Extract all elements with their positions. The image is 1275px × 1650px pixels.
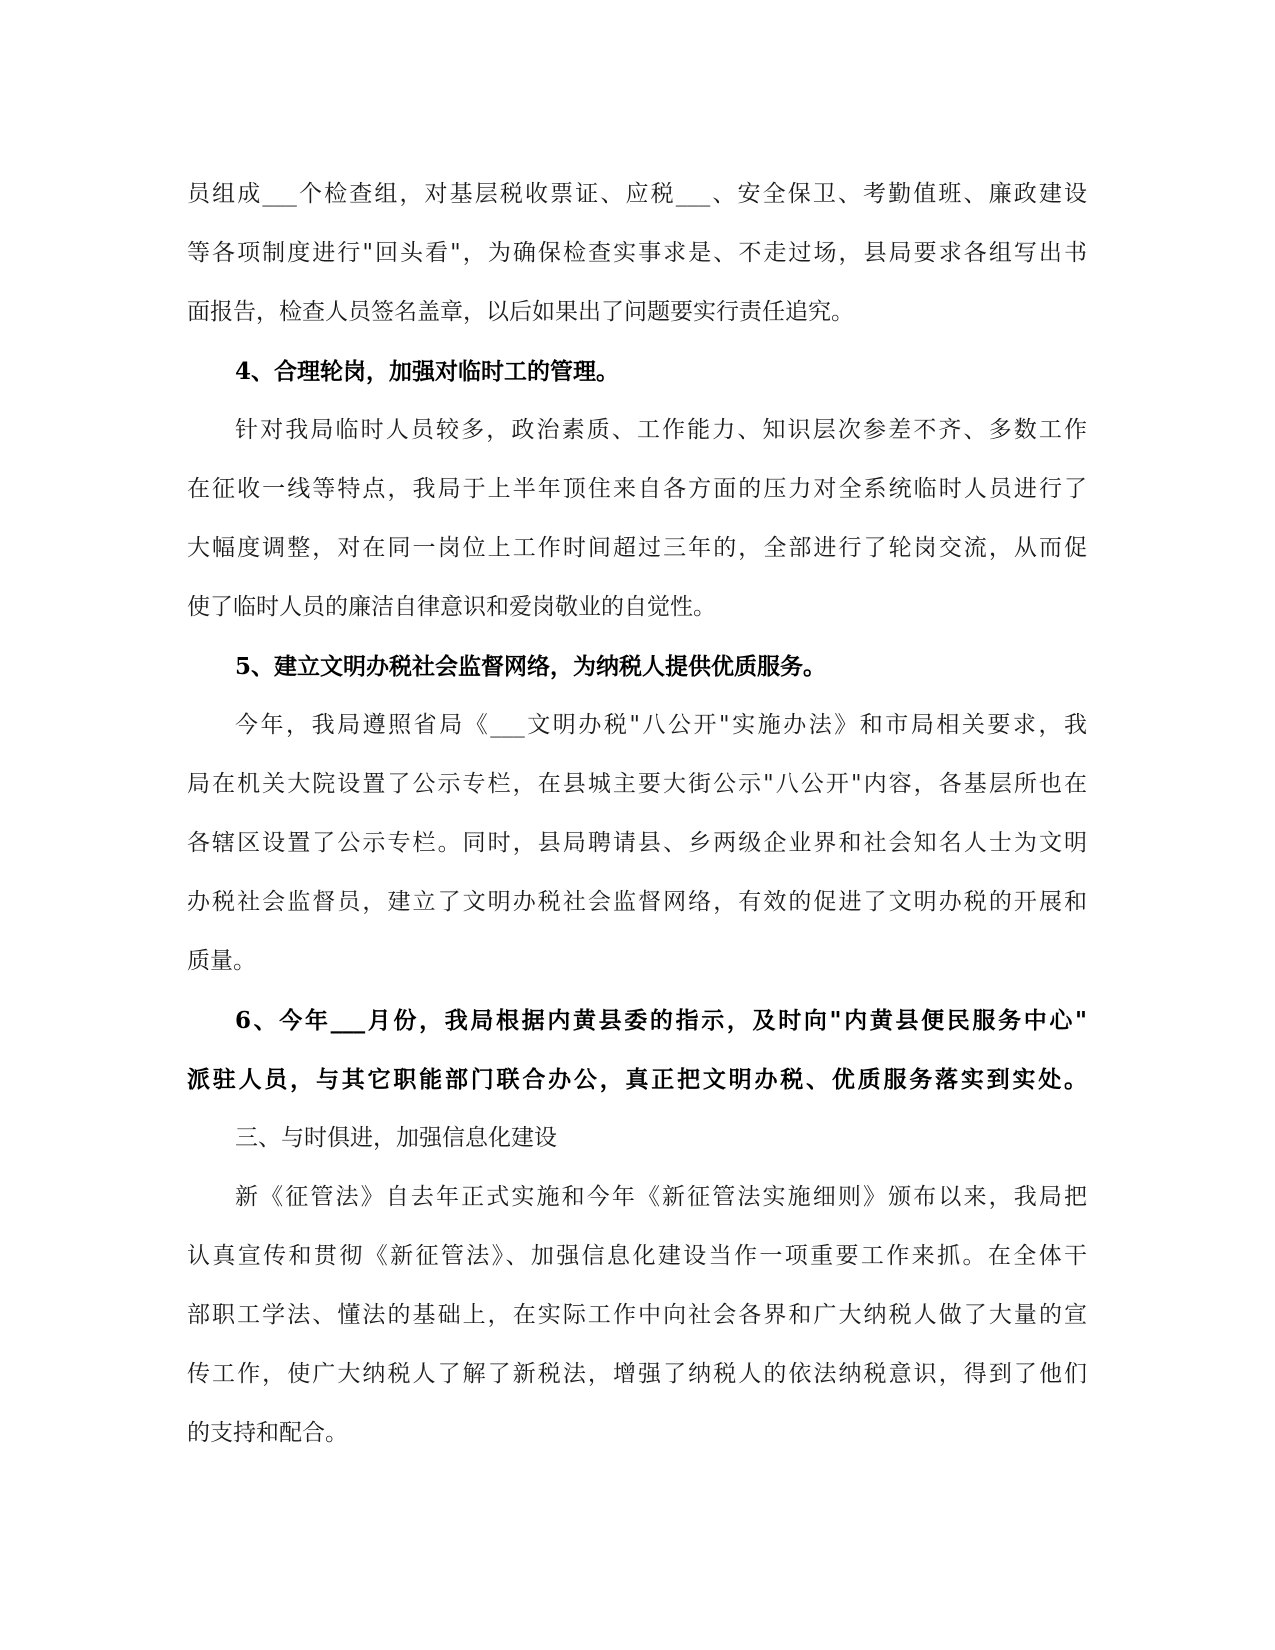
paragraph-line: 面报告，检查人员签名盖章，以后如果出了问题要实行责任追究。: [187, 299, 854, 325]
paragraph-line: 大幅度调整，对在同一岗位上工作时间超过三年的，全部进行了轮岗交流，从而促: [187, 535, 1087, 561]
paragraph-line: 等各项制度进行"回头看"，为确保检查实事求是、不走过场，县局要求各组写出书: [187, 240, 1087, 266]
section-heading-line: 4、合理轮岗，加强对临时工的管理。: [235, 358, 620, 385]
paragraph-line: 传工作，使广大纳税人了解了新税法，增强了纳税人的依法纳税意识，得到了他们: [187, 1361, 1087, 1387]
paragraph-line: 今年，我局遵照省局《___文明办税"八公开"实施办法》和市局相关要求，我: [235, 712, 1087, 738]
document-body: [187, 165, 1087, 1463]
paragraph-line: 针对我局临时人员较多，政治素质、工作能力、知识层次参差不齐、多数工作: [235, 417, 1087, 443]
paragraph-line: 使了临时人员的廉洁自律意识和爱岗敬业的自觉性。: [187, 594, 716, 620]
paragraph-line: 部职工学法、懂法的基础上，在实际工作中向社会各界和广大纳税人做了大量的宣: [187, 1302, 1087, 1328]
paragraph-line: 认真宣传和贯彻《新征管法》、加强信息化建设当作一项重要工作来抓。在全体干: [187, 1243, 1087, 1269]
paragraph-line: 质量。: [187, 948, 256, 974]
paragraph-line: 的支持和配合。: [187, 1420, 348, 1446]
paragraph-line: 三、与时俱进，加强信息化建设: [235, 1125, 557, 1151]
paragraph-line: 员组成___个检查组，对基层税收票证、应税___、安全保卫、考勤值班、廉政建设: [187, 181, 1087, 207]
section-heading-line: 6、今年___月份，我局根据内黄县委的指示，及时向"内黄县便民服务中心": [235, 1007, 1087, 1034]
paragraph-line: 在征收一线等特点，我局于上半年顶住来自各方面的压力对全系统临时人员进行了: [187, 476, 1087, 502]
section-heading-line: 派驻人员，与其它职能部门联合办公，真正把文明办税、优质服务落实到实处。: [187, 1066, 1087, 1093]
paragraph-line: 各辖区设置了公示专栏。同时，县局聘请县、乡两级企业界和社会知名人士为文明: [187, 830, 1087, 856]
section-heading-line: 5、建立文明办税社会监督网络，为纳税人提供优质服务。: [235, 653, 827, 680]
paragraph-line: 新《征管法》自去年正式实施和今年《新征管法实施细则》颁布以来，我局把: [235, 1184, 1087, 1210]
paragraph-line: 局在机关大院设置了公示专栏，在县城主要大街公示"八公开"内容，各基层所也在: [187, 771, 1087, 797]
paragraph-line: 办税社会监督员，建立了文明办税社会监督网络，有效的促进了文明办税的开展和: [187, 889, 1087, 915]
